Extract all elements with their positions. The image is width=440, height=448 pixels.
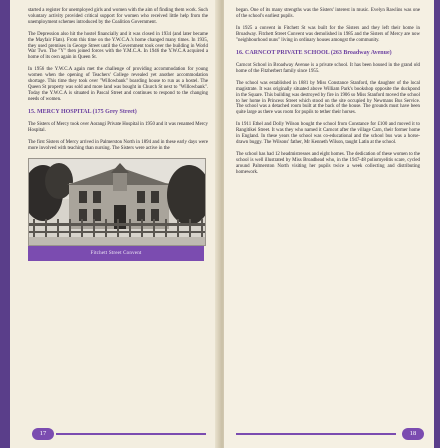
right-footer-line — [236, 433, 396, 435]
photo-caption: Fitchett Street Convent — [90, 250, 142, 256]
left-paragraph-1: started a register for unemployed girls and women with the aim of finding them work. Such voluntary activity provided critical support for women who received little help from the unemployment schemes introduced by the Coalition Government. — [28, 8, 208, 25]
photo-caption-band — [28, 246, 204, 261]
left-page — [10, 0, 220, 448]
right-page — [224, 0, 434, 448]
right-paragraph-5: In 1911 Ethel and Dolly Wilson bought the school from Constance for £100 and moved it to Rangitikei Street. It was they who named it Carncot after the village Carn, their former home in England. In these years the school was co-educational and the school bus was a horse-drawn buggy. The Wilsons' father, Mr Kenneth Wilson, taught Latin at the school. — [236, 122, 420, 145]
left-paragraph-2: The Depression also hit the hostel financially and it was closed in 1934 (and later became the Mayfair Flats). From this time on the Y.W.C.A.'s home changed many times. In 1935, they used premises in George Street until the Government took over the building in World War Two. The "Y" then joined forces with the Y.M.C.A. In 1946 the Y.W.C.A acquired a home of its own again in Queen St. — [28, 31, 208, 61]
left-paragraph-5: The first Sisters of Mercy arrived in Palmerston North in 1894 and in these early days were more involved with teaching than nursing. The Sisters were active in the — [28, 140, 208, 151]
left-page-number: 17 — [32, 428, 54, 440]
left-column — [28, 8, 208, 261]
left-paragraph-3: In 1956 the Y.W.C.A again met the challenge of providing accommodation for young women when the opening of Teachers' College revealed yet another accommodation shortage. This time they took over "Willowbank" boarding house to run as a hostel. The Queen St property was sold and more land was bought in Church St next to "Willowbank". Today the Y.W.C.A is situated in Pascal Street and continues to respond to the changing needs of women. — [28, 67, 208, 102]
right-paragraph-4: The school was established in 1881 by Miss Constance Stanford, the daughter of the local magistrate. It was originally situated above William Park's bookshop opposite the duckpond in the Square. This building was destroyed by fire in 1906 so Miss Stanford moved the school to her home in Princess Street which stood on the site occupied by Newmans Bus Service. The school was a detached room built at the back of the house. The grounds must have been quite large as there was room for pupils to tether their horses. — [236, 80, 420, 116]
convent-photo — [28, 158, 206, 246]
right-paragraph-6: The school has had 12 headmistresses and eight homes. The dedication of these women to the school is well illustrated by Miss Broadhead who, in the 1947-48 poliomyelitis scare, cycled around Palmerston North visiting her pupils twice a week collecting and distributing homework. — [236, 151, 420, 175]
mercy-hospital-heading: 15. MERCY HOSPITAL (175 Grey Street) — [28, 108, 137, 115]
right-paragraph-1: began. One of its many strengths was the Sisters' interest in music. Evelyn Rawlins was one of the school's earliest pupils. — [236, 8, 420, 19]
book-spread — [10, 0, 434, 448]
right-paragraph-3: Carncot School in Broadway Avenue is a private school. It has been housed in the grand old home of the Fitzherbert family since 1955. — [236, 63, 420, 74]
left-footer-line — [56, 433, 206, 435]
right-paragraph-2: In 1925 a convent in Fitchett St was built for the Sisters and they left their home in Broadway. Fitchett Street Convent was demolished in 1985 and the Sisters of Mercy are now "neighbourhood nuns" living in ordinary houses amongst the community. — [236, 25, 420, 43]
carncot-school-heading: 16. CARNCOT PRIVATE SCHOOL (263 Broadway Avenue) — [236, 49, 392, 56]
left-paragraph-4: The Sisters of Mercy took over Aorangi Private Hospital in 1950 and it was renamed Mercy Hospital. — [28, 122, 208, 134]
right-page-number: 18 — [402, 428, 424, 440]
right-column — [236, 8, 420, 182]
